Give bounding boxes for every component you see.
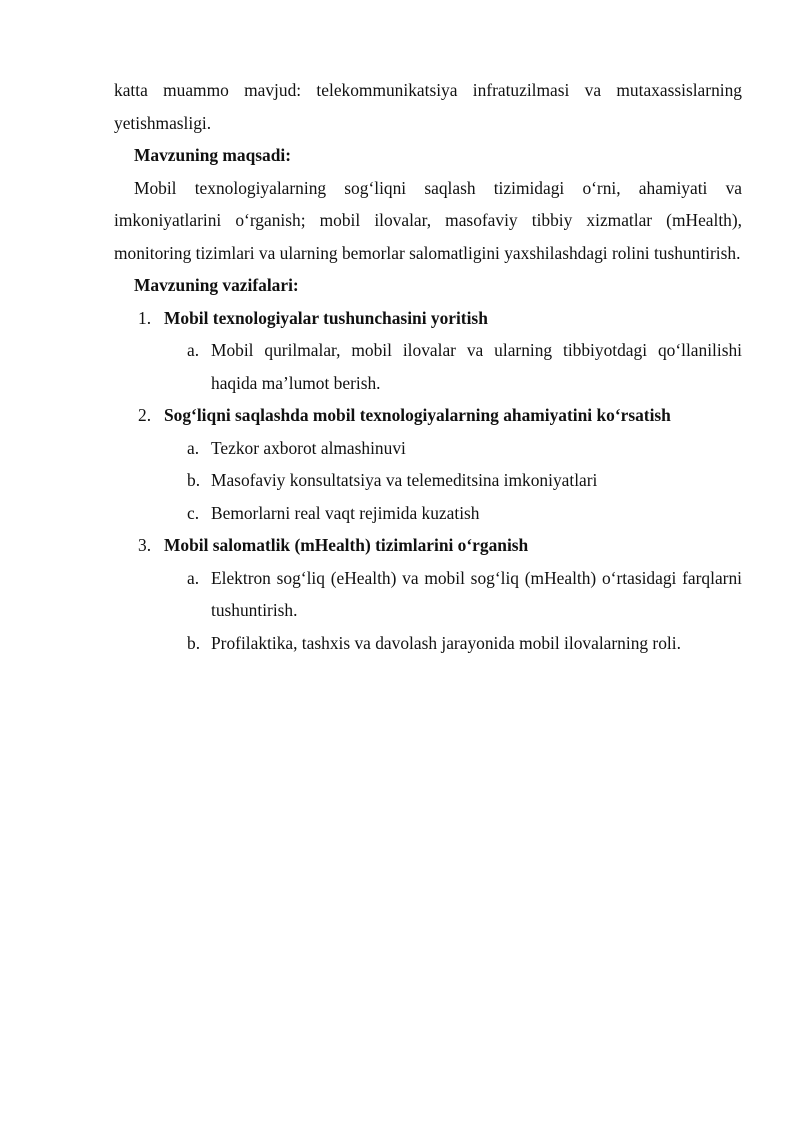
task-item-2 [114, 399, 742, 432]
task-item-1 [114, 302, 742, 335]
subtask-text: Bemorlarni real vaqt rejimida kuzatish [211, 502, 480, 523]
document-page [114, 74, 742, 659]
subtask-item [114, 464, 742, 497]
subtask-letter: b. [187, 632, 201, 653]
goal-heading: Mavzuning maqsadi: [134, 145, 292, 165]
task-title: Mobil salomatlik (mHealth) tizimlarini o‘rganish [164, 535, 529, 555]
task-number: 2. [138, 405, 152, 425]
subtask-letter: a. [187, 340, 200, 360]
subtask-letter: a. [187, 437, 200, 458]
subtask-text: Profilaktika, tashxis va davolash jarayonida mobil ilovalarning roli. [211, 632, 681, 653]
subtask-text: Elektron sog‘liq (eHealth) va mobil sog‘liq (mHealth) o‘rtasidagi farqlarni tushuntirish. [211, 567, 742, 620]
task-number: 1. [138, 307, 152, 328]
subtask-letter: a. [187, 567, 200, 588]
subtask-item [114, 627, 742, 660]
subtask-letter: b. [187, 470, 201, 490]
subtask-text: Mobil qurilmalar, mobil ilovalar va ularning tibbiyotdagi qo‘llanilishi haqida ma’lumot berish. [211, 340, 742, 393]
tasks-heading: Mavzuning vazifalari: [134, 275, 299, 295]
subtask-item [114, 562, 742, 627]
task-item-3 [114, 529, 742, 562]
subtask-item [114, 432, 742, 465]
goal-paragraph: Mobil texnologiyalarning sog‘liqni saqlash tizimidagi o‘rni, ahamiyati va imkoniyatlarini o‘rganish; mobil ilovalar, masofaviy tibbiy xizmatlar (mHealth), monitoring tizimlari va ularning bemorlar salomatligini yaxshilashdagi rolini tushuntirish. [114, 177, 742, 263]
task-title: Mobil texnologiyalar tushunchasini yoritish [164, 307, 488, 328]
subtask-item [114, 334, 742, 399]
subtask-item [114, 497, 742, 530]
intro-paragraph: katta muammo mavjud: telekommunikatsiya infratuzilmasi va mutaxassislarning yetishmasligi. [114, 80, 742, 133]
subtask-text: Masofaviy konsultatsiya va telemeditsina imkoniyatlari [211, 470, 598, 490]
subtask-letter: c. [187, 502, 200, 523]
subtask-text: Tezkor axborot almashinuvi [211, 437, 406, 458]
task-title: Sog‘liqni saqlashda mobil texnologiyalarning ahamiyatini ko‘rsatish [164, 405, 671, 425]
task-number: 3. [138, 535, 152, 555]
